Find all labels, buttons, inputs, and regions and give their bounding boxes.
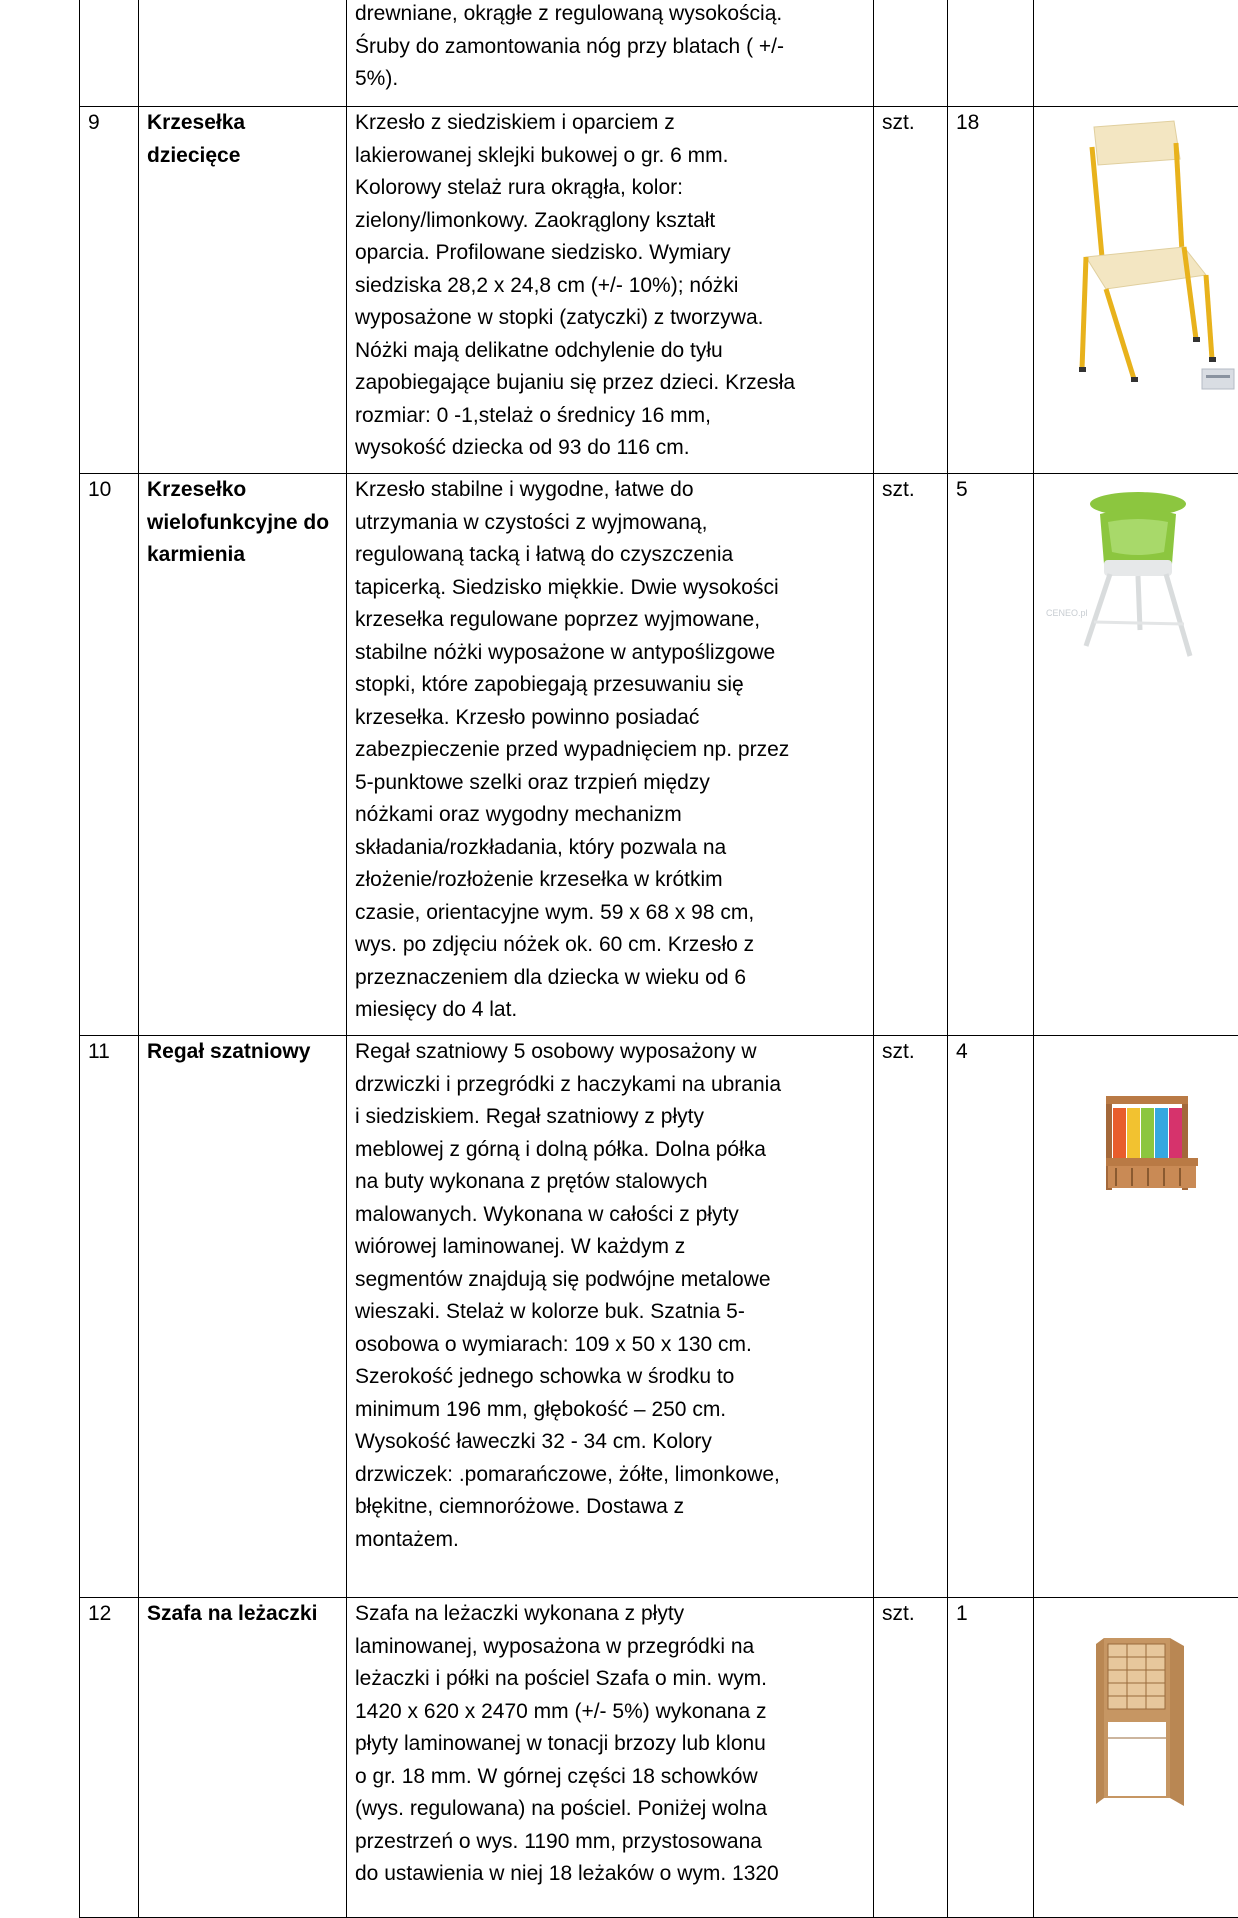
item-name: Krzesełko wielofunkcyjne do karmienia bbox=[139, 474, 347, 1036]
item-unit: szt. bbox=[874, 1036, 948, 1598]
item-number: 11 bbox=[80, 1036, 139, 1598]
item-name: Krzesełka dziecięce bbox=[139, 107, 347, 474]
item-description-text: drewniane, okrągłe z regulowaną wysokością. Śruby do zamontowania nóg przy blatach ( +/- 5%). bbox=[355, 0, 867, 96]
item-photo-cell bbox=[1034, 474, 1238, 1036]
item-description-text: Regał szatniowy 5 osobowy wyposażony w drzwiczki i przegródki z haczykami na ubrania i siedziskiem. Regał szatniowy z płyty meblowej z górną i dolną półka. Dolna półka na buty wykonana z prętów stalowych malowanych. Wykonana w całości z płyty wiórowej laminowanej. W każdym z segmentów znajdują się podwójne metalowe wieszaki. Stelaż w kolorze buk. Szatnia 5- osobowa o wymiarach: 109 x 50 x 130 cm. Szerokość jednego schowka w środku to minimum 196 mm, głębokość – 250 cm. Wysokość ławeczki 32 - 34 cm. Kolory drzwiczek: .pomarańczowe, żółte, limonkowe, błękitne, ciemnoróżowe. Dostawa z montażem. bbox=[355, 1036, 867, 1556]
item-quantity: 4 bbox=[948, 1036, 1034, 1598]
watermark-ceneo: CENEO.pl bbox=[1046, 608, 1088, 618]
item-description bbox=[347, 1036, 874, 1598]
item-description-text: Krzesło stabilne i wygodne, łatwe do utrzymania w czystości z wyjmowaną, regulowaną tacką i łatwą do czyszczenia tapicerką. Siedzisko miękkie. Dwie wysokości krzesełka regulowane poprzez wyjmowane, stabilne nóżki wyposażone w antypoślizgowe stopki, które zapobiegają przesuwaniu się krzesełka. Krzesło powinno posiadać zabezpieczenie przed wypadnięciem np. przez 5-punktowe szelki oraz trzpień między nóżkami oraz wygodny mechanizm składania/rozkładania, który pozwala na złożenie/rozłożenie krzesełka w krótkim czasie, orientacyjne wym. 59 x 68 x 98 cm, wys. po zdjęciu nóżek ok. 60 cm. Krzesło z przeznaczeniem dla dziecka w wieku od 6 miesięcy do 4 lat. bbox=[355, 474, 867, 1027]
item-number: 12 bbox=[80, 1598, 139, 1918]
item-description bbox=[347, 1598, 874, 1918]
item-quantity: 18 bbox=[948, 107, 1034, 474]
item-number: 9 bbox=[80, 107, 139, 474]
item-photo-cell bbox=[1034, 107, 1238, 474]
table-row bbox=[80, 107, 1238, 474]
item-unit bbox=[874, 0, 948, 107]
item-name: Szafa na leżaczki bbox=[139, 1598, 347, 1918]
item-quantity bbox=[948, 0, 1034, 107]
table-row bbox=[80, 1598, 1238, 1918]
table-row bbox=[80, 474, 1238, 1036]
item-unit: szt. bbox=[874, 474, 948, 1036]
item-photo-cell bbox=[1034, 0, 1238, 107]
item-description bbox=[347, 107, 874, 474]
cot-wardrobe-photo bbox=[1034, 1598, 1238, 1838]
item-quantity: 5 bbox=[948, 474, 1034, 1036]
table-row bbox=[80, 1036, 1238, 1598]
item-number bbox=[80, 0, 139, 107]
table-row bbox=[80, 0, 1238, 107]
child-chair-photo bbox=[1034, 107, 1238, 397]
item-name: Regał szatniowy bbox=[139, 1036, 347, 1598]
specification-table bbox=[79, 0, 1238, 1918]
item-quantity: 1 bbox=[948, 1598, 1034, 1918]
item-description-text: Krzesło z siedziskiem i oparciem z lakierowanej sklejki bukowej o gr. 6 mm. Kolorowy stelaż rura okrągła, kolor: zielony/limonkowy. Zaokrąglony kształt oparcia. Profilowane siedzisko. Wymiary siedziska 28,2 x 24,8 cm (+/- 10%); nóżki wyposażone w stopki (zatyczki) z tworzywa. Nóżki mają delikatne odchylenie do tyłu zapobiegające bujaniu się przez dzieci. Krzesła rozmiar: 0 -1,stelaż o średnicy 16 mm, wysokość dziecka od 93 do 116 cm. bbox=[355, 107, 867, 465]
high-chair-photo bbox=[1034, 474, 1238, 674]
item-description bbox=[347, 474, 874, 1036]
cloakroom-rack-photo bbox=[1034, 1036, 1238, 1216]
item-photo-cell bbox=[1034, 1598, 1238, 1918]
item-number: 10 bbox=[80, 474, 139, 1036]
item-unit: szt. bbox=[874, 1598, 948, 1918]
item-photo-cell bbox=[1034, 1036, 1238, 1598]
item-description-text: Szafa na leżaczki wykonana z płyty laminowanej, wyposażona w przegródki na leżaczki i półki na pościel Szafa o min. wym. 1420 x 620 x 2470 mm (+/- 5%) wykonana z płyty laminowanej w tonacji brzozy lub klonu o gr. 18 mm. W górnej części 18 schowków (wys. regulowana) na pościel. Poniżej wolna przestrzeń o wys. 1190 mm, przystosowana do ustawienia w niej 18 leżaków o wym. 1320 bbox=[355, 1598, 867, 1891]
item-description bbox=[347, 0, 874, 107]
item-name bbox=[139, 0, 347, 107]
item-unit: szt. bbox=[874, 107, 948, 474]
